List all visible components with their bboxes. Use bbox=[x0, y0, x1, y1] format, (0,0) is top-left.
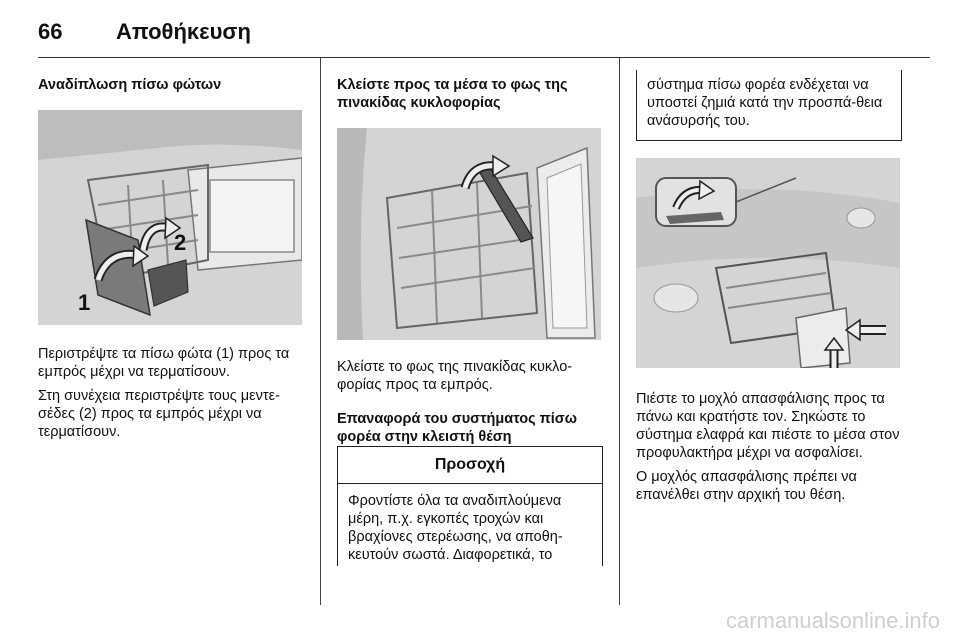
column-divider bbox=[619, 58, 620, 605]
caution-continued: σύστημα πίσω φορέα ενδέχεται να υποστεί ζημιά κατά την προσπά-θεια ανάσυρσής του. bbox=[636, 70, 902, 141]
watermark: carmanualsonline.info bbox=[725, 608, 940, 633]
license-light-figure bbox=[337, 128, 601, 340]
caution-title: Προσοχή bbox=[337, 446, 603, 484]
section-heading: Αναδίπλωση πίσω φώτων bbox=[38, 77, 222, 93]
rear-carrier-figure bbox=[636, 158, 900, 368]
page-number: 66 bbox=[38, 19, 63, 44]
caution-box bbox=[337, 446, 603, 566]
paragraph: Πιέστε το μοχλό απασφάλισης προς τα πάνω και κρατήστε τον. Σηκώστε το σύστημα ελαφρά και πιέστε το μέσα στον προφυλακτήρα μέχρι να ασφαλίσει. bbox=[636, 391, 900, 461]
chapter-title: Αποθήκευση bbox=[116, 19, 251, 44]
column-1 bbox=[38, 62, 304, 441]
paragraph: Ο μοχλός απασφάλισης πρέπει να επανέλθει στην αρχική του θέση. bbox=[636, 469, 857, 503]
paragraph: Στη συνέχεια περιστρέψτε τους μεντε-σέδες (2) προς τα εμπρός μέχρι να τερματίσουν. bbox=[38, 388, 280, 440]
header-rule bbox=[38, 57, 930, 58]
caution-text: Φροντίστε όλα τα αναδιπλούμενα μέρη, π.χ. εγκοπές τροχών και βραχίονες στερέωσης, να αποθη-κευτούν σωστά. Διαφορετικά, το bbox=[337, 484, 603, 566]
column-3 bbox=[636, 158, 902, 504]
column-2 bbox=[337, 62, 603, 446]
page-header bbox=[38, 12, 251, 52]
figure-label-2: 2 bbox=[174, 230, 187, 255]
paragraph: Περιστρέψτε τα πίσω φώτα (1) προς τα εμπρός μέχρι να τερματίσουν. bbox=[38, 346, 290, 380]
figure-label-1: 1 bbox=[78, 290, 91, 315]
column-divider bbox=[320, 58, 321, 605]
section-heading: Επαναφορά του συστήματος πίσω φορέα στην κλειστή θέση bbox=[337, 411, 577, 445]
section-heading: Κλείστε προς τα μέσα το φως της πινακίδας κυκλοφορίας bbox=[337, 77, 568, 111]
tail-light-figure bbox=[38, 110, 302, 325]
paragraph: Κλείστε το φως της πινακίδας κυκλο-φορίας προς τα εμπρός. bbox=[337, 359, 573, 393]
